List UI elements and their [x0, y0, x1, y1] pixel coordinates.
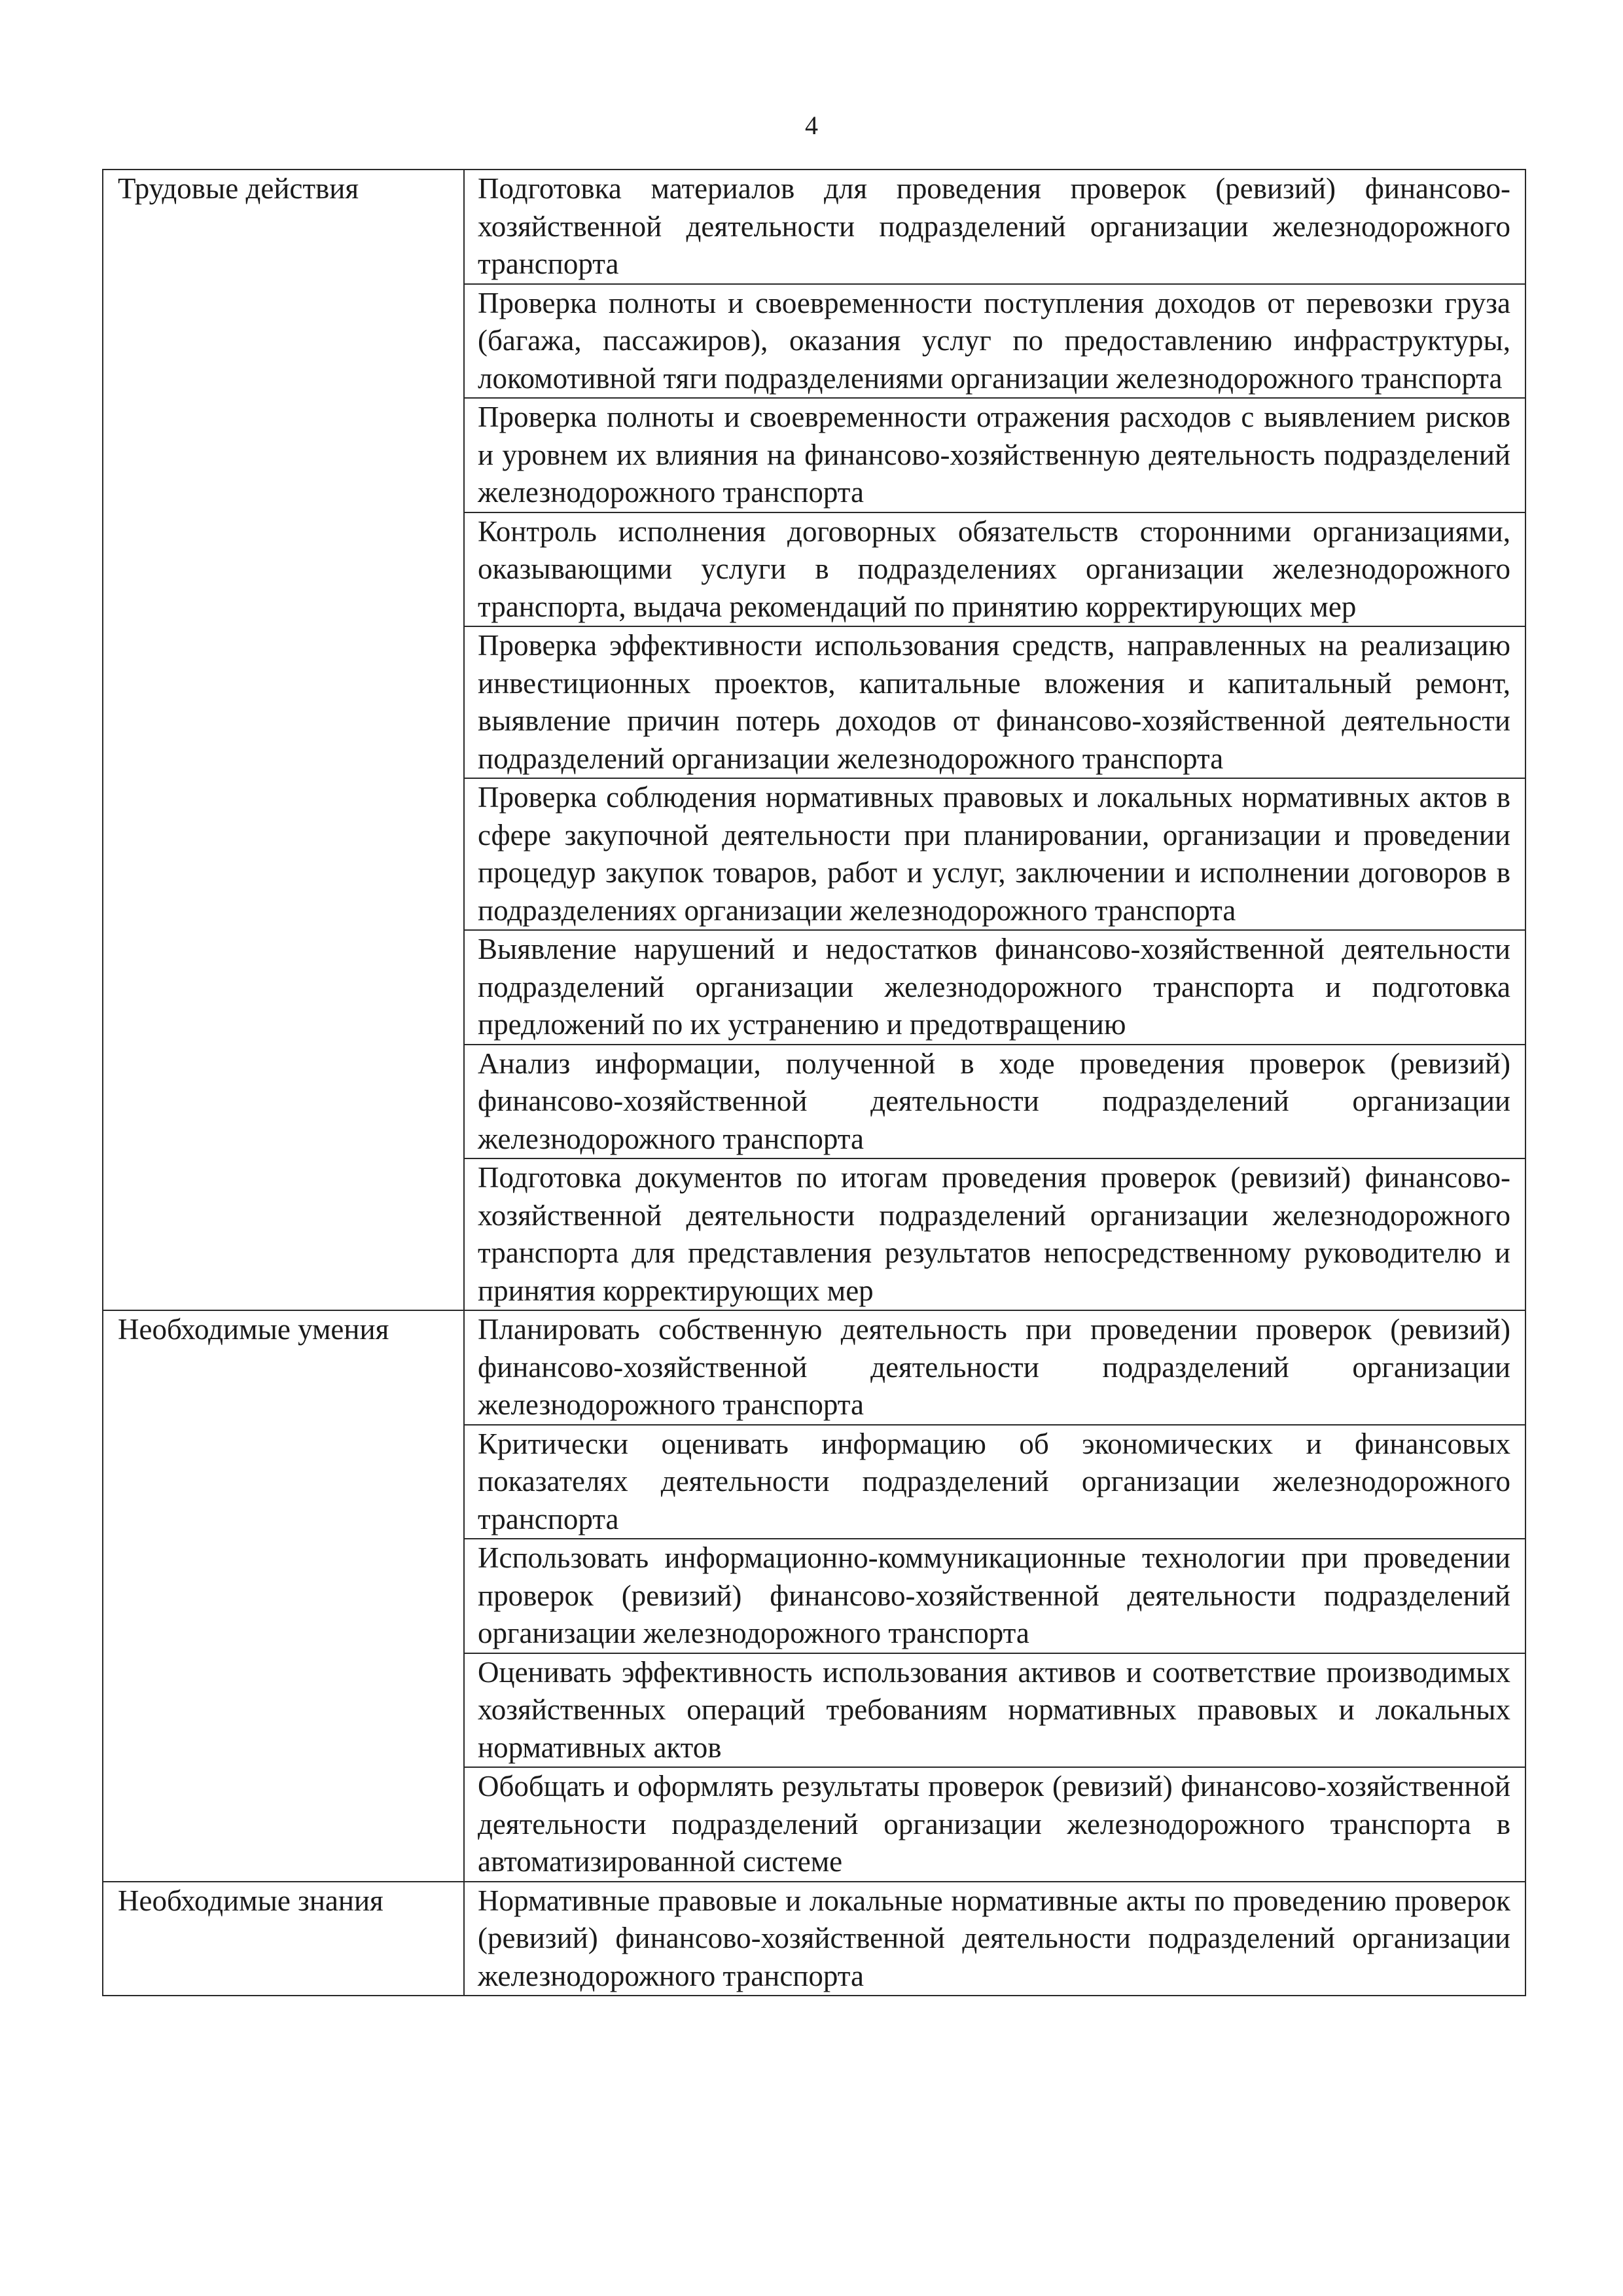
- section-label-cell: [103, 170, 464, 1310]
- requirement-text: Обобщать и оформлять результаты проверок (ревизий) финансово-хозяйственной деятельности подразделений организации железнодорожного транспорта в автоматизированной системе: [478, 1770, 1510, 1878]
- requirement-text: Проверка соблюдения нормативных правовых и локальных нормативных актов в сфере закупочной деятельности при планировании, организации и проведении процедур закупок товаров, работ и услуг, заключении и исполнении договоров в подразделениях организации железнодорожного транспорта: [478, 781, 1510, 927]
- requirement-cell: [464, 626, 1525, 778]
- requirement-cell: [464, 778, 1525, 930]
- requirement-cell: [464, 1045, 1525, 1159]
- requirement-cell: [464, 1539, 1525, 1653]
- requirement-cell: [464, 398, 1525, 512]
- section-label-cell: [103, 1310, 464, 1882]
- table-row: [103, 1882, 1525, 1996]
- requirement-text: Нормативные правовые и локальные нормативные акты по проведению проверок (ревизий) финансово-хозяйственной деятельности подразделений организации железнодорожного транспорта: [478, 1884, 1510, 1992]
- requirement-cell: [464, 1767, 1525, 1882]
- requirement-cell: [464, 1425, 1525, 1539]
- requirement-text: Анализ информации, полученной в ходе проведения проверок (ревизий) финансово-хозяйственной деятельности подразделений организации железнодорожного транспорта: [478, 1047, 1510, 1155]
- requirement-text: Проверка эффективности использования средств, направленных на реализацию инвестиционных проектов, капитальные вложения и капитальный ремонт, выявление причин потерь доходов от финансово-хозяйственной деятельности подразделений организации железнодорожного транспорта: [478, 629, 1510, 775]
- requirement-text: Контроль исполнения договорных обязательств сторонними организациями, оказывающими услуги в подразделениях организации железнодорожного транспорта, выдача рекомендаций по принятию корректирующих мер: [478, 514, 1510, 623]
- requirement-cell: [464, 1158, 1525, 1310]
- section-label-cell: [103, 1882, 464, 1996]
- requirement-text: Подготовка материалов для проведения проверок (ревизий) финансово-хозяйственной деятельности подразделений организации железнодорожного транспорта: [478, 172, 1510, 280]
- requirement-cell: [464, 1653, 1525, 1768]
- requirements-table-body: [103, 170, 1525, 1996]
- requirement-cell: [464, 930, 1525, 1045]
- requirement-cell: [464, 1882, 1525, 1996]
- requirement-text: Использовать информационно-коммуникационные технологии при проведении проверок (ревизий) финансово-хозяйственной деятельности подразделений организации железнодорожного транспорта: [478, 1541, 1510, 1649]
- table-row: [103, 170, 1525, 284]
- requirement-text: Оценивать эффективность использования активов и соответствие производимых хозяйственных операций требованиям нормативных правовых и локальных нормативных актов: [478, 1655, 1510, 1764]
- requirement-text: Проверка полноты и своевременности поступления доходов от перевозки груза (багажа, пассажиров), оказания услуг по предоставлению инфраструктуры, локомотивной тяги подразделениями организации железнодорожного транспорта: [478, 286, 1510, 395]
- requirement-text: Проверка полноты и своевременности отражения расходов с выявлением рисков и уровнем их влияния на финансово-хозяйственную деятельность подразделений железнодорожного транспорта: [478, 401, 1510, 509]
- requirement-cell: [464, 170, 1525, 284]
- section-label: Трудовые действия: [118, 172, 359, 205]
- table-row: [103, 1310, 1525, 1425]
- requirement-text: Выявление нарушений и недостатков финансово-хозяйственной деятельности подразделений организации железнодорожного транспорта и подготовка предложений по их устранению и предотвращению: [478, 933, 1510, 1041]
- page-number: 4: [805, 111, 818, 140]
- requirement-cell: [464, 512, 1525, 627]
- section-label: Необходимые умения: [118, 1313, 389, 1346]
- requirement-cell: [464, 284, 1525, 399]
- requirement-text: Подготовка документов по итогам проведения проверок (ревизий) финансово-хозяйственной деятельности подразделений организации железнодорожного транспорта для представления результатов непосредственному руководителю и принятия корректирующих мер: [478, 1161, 1510, 1307]
- requirement-text: Планировать собственную деятельность при проведении проверок (ревизий) финансово-хозяйственной деятельности подразделений организации железнодорожного транспорта: [478, 1313, 1510, 1421]
- requirement-text: Критически оценивать информацию об экономических и финансовых показателях деятельности подразделений организации железнодорожного транспорта: [478, 1427, 1510, 1535]
- section-label: Необходимые знания: [118, 1884, 383, 1917]
- requirements-table: [102, 169, 1526, 1996]
- requirement-cell: [464, 1310, 1525, 1425]
